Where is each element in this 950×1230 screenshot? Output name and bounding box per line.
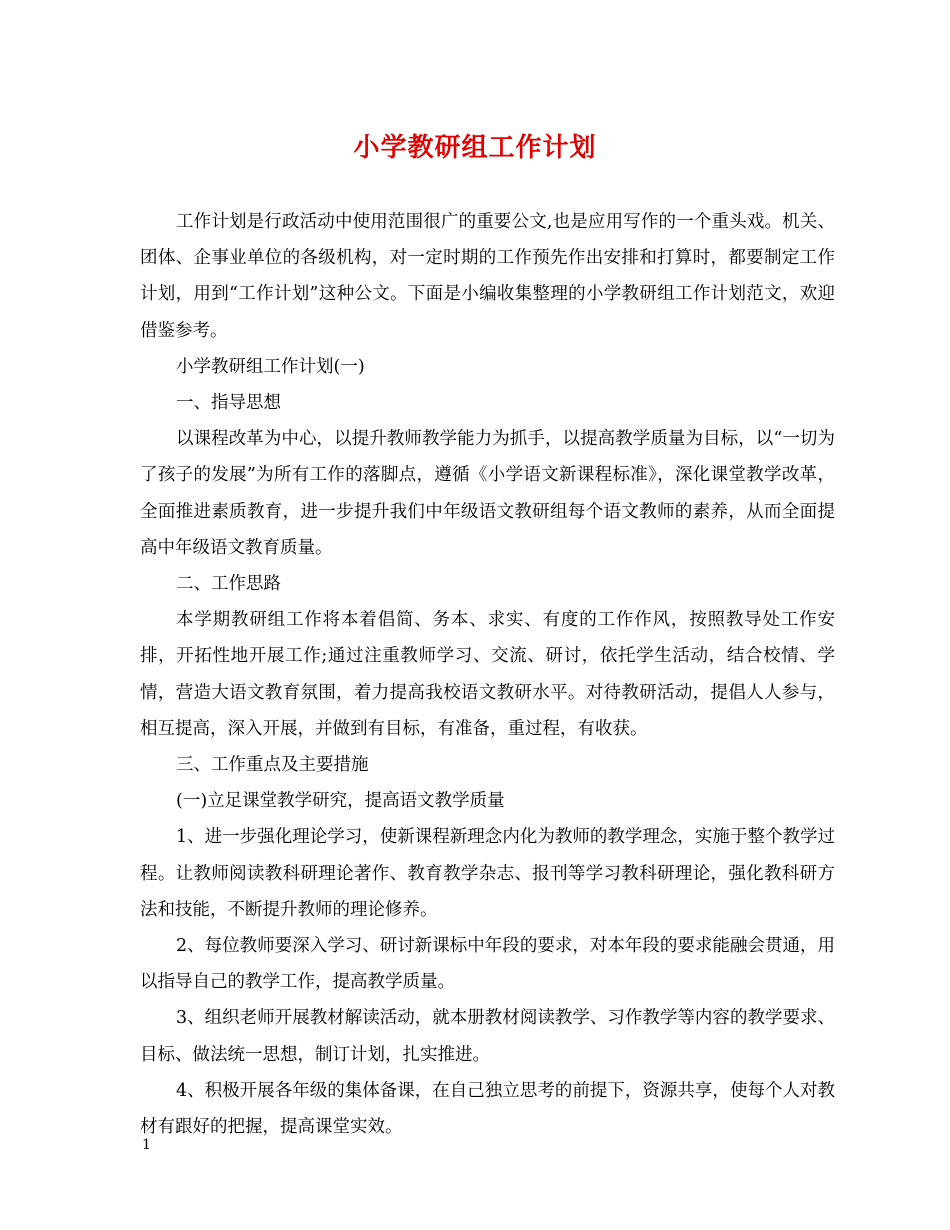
- paragraph-intro: 工作计划是行政活动中使用范围很广的重要公文,也是应用写作的一个重头戏。机关、团体、企事业单位的各级机构，对一定时期的工作预先作出安排和打算时，都要制定工作计划，用到“工作计划”这种公文。下面是小编收集整理的小学教研组工作计划范文，欢迎借鉴参考。: [140, 212, 835, 341]
- section-heading-key-measures: 三、工作重点及主要措施: [176, 755, 369, 776]
- section-heading-guiding-ideology: 一、指导思想: [176, 393, 281, 414]
- subsection-heading-classroom-research: (一)立足课堂教学研究，提高语文教学质量: [176, 791, 505, 812]
- section-heading-work-approach: 二、工作思路: [176, 574, 281, 595]
- paragraph-item-4: 4、积极开展各年级的集体备课，在自己独立思考的前提下，资源共享，使每个人对教材有跟好的把握，提高课堂实效。: [140, 1080, 835, 1138]
- paragraph-guiding-ideology: 以课程改革为中心，以提升教师教学能力为抓手，以提高教学质量为目标，以“一切为了孩子的发展”为所有工作的落脚点，遵循《小学语文新课程标准》，深化课堂教学改革，全面推进素质教育，进一步提升我们中年级语文教研组每个语文教师的素养，从而全面提高中年级语文教育质量。: [140, 429, 835, 558]
- document-title: 小学教研组工作计划: [353, 133, 597, 163]
- document-body: [140, 204, 835, 1145]
- page-number: 1: [142, 1137, 151, 1153]
- paragraph-item-2: 2、每位教师要深入学习、研讨新课标中年段的要求，对本年段的要求能融会贯通，用以指导自己的教学工作，提高教学质量。: [140, 936, 835, 993]
- paragraph-item-3: 3、组织老师开展教材解读活动，就本册教材阅读教学、习作教学等内容的教学要求、目标、做法统一思想，制订计划，扎实推进。: [140, 1008, 835, 1065]
- paragraph-item-1: 1、进一步强化理论学习，使新课程新理念内化为教师的教学理念，实施于整个教学过程。让教师阅读教科研理论著作、教育教学杂志、报刊等学习教科研理论，强化教科研方法和技能，不断提升教师的理论修养。: [140, 827, 835, 920]
- paragraph-work-approach: 本学期教研组工作将本着倡简、务本、求实、有度的工作作风，按照教导处工作安排，开拓性地开展工作;通过注重教师学习、交流、研讨，依托学生活动，结合校情、学情，营造大语文教育氛围，着力提高我校语文教研水平。对待教研活动，提倡人人参与，相互提高，深入开展，并做到有目标，有准备，重过程，有收获。: [140, 610, 835, 739]
- plan-heading: 小学教研组工作计划(一): [176, 356, 365, 377]
